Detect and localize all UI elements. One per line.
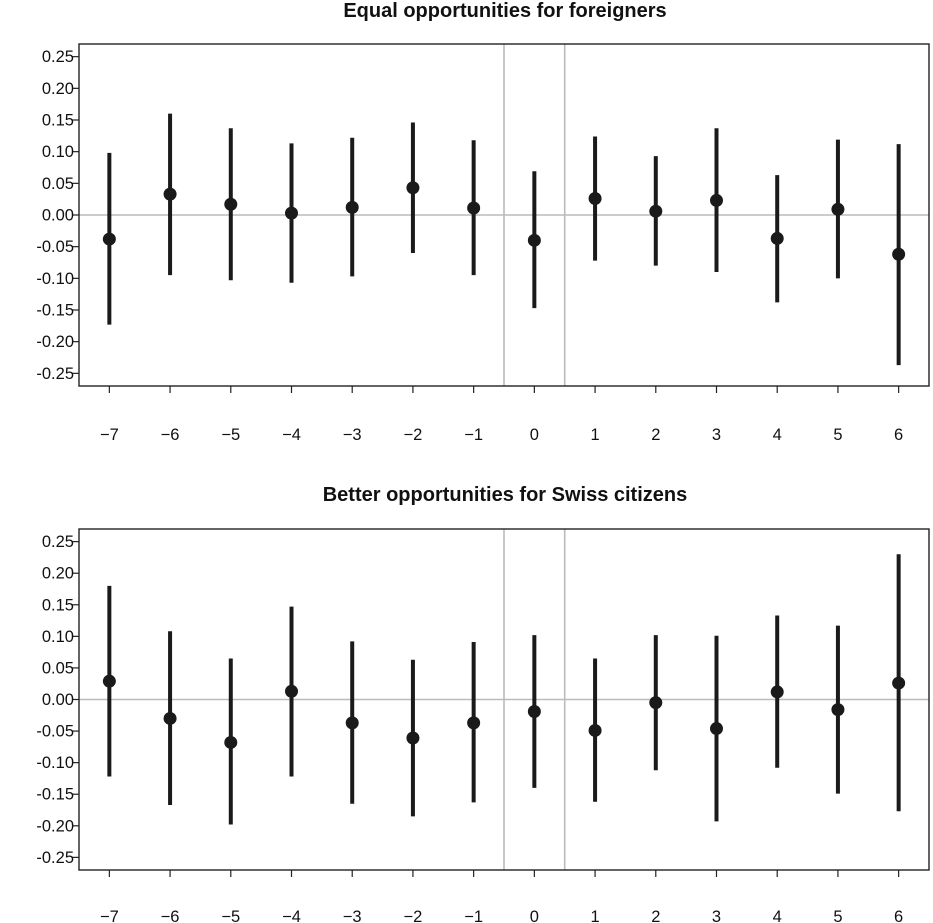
point-estimate [467, 716, 480, 729]
x-tick-label: −2 [403, 426, 423, 444]
y-tick-label: 0.20 [41, 79, 74, 98]
point-estimate [164, 712, 177, 725]
point-estimate [224, 736, 237, 749]
x-tick-label: 0 [529, 908, 539, 923]
y-tick-label: -0.10 [36, 269, 74, 288]
y-tick-label: -0.05 [36, 722, 74, 741]
point-estimate [710, 194, 723, 207]
x-tick-label: −5 [221, 426, 241, 444]
point-estimate [771, 685, 784, 698]
point-estimate [771, 232, 784, 245]
point-estimate [406, 181, 419, 194]
x-tick-label: 4 [772, 426, 782, 444]
y-tick-label: 0.25 [41, 48, 74, 67]
y-tick-label: 0.10 [41, 627, 74, 646]
y-tick-label: -0.15 [36, 301, 74, 320]
x-tick-label: −1 [464, 426, 484, 444]
x-tick-label: 2 [651, 908, 661, 923]
x-tick-label: 5 [833, 426, 843, 444]
point-estimate [528, 705, 541, 718]
x-tick-label: 0 [529, 426, 539, 444]
point-estimate [831, 703, 844, 716]
point-estimate [710, 722, 723, 735]
x-tick-label: −4 [282, 426, 301, 444]
y-tick-label: -0.25 [36, 848, 74, 867]
y-tick-label: 0.25 [41, 533, 74, 552]
panel-bottom-title: Better opportunities for Swiss citizens [322, 484, 688, 506]
panel-bottom-plot [36, 529, 929, 923]
x-tick-label: 1 [590, 908, 600, 923]
x-tick-label: −3 [342, 426, 362, 444]
point-estimate [346, 201, 359, 214]
point-estimate [103, 233, 116, 246]
point-estimate [406, 732, 419, 745]
point-estimate [224, 198, 237, 211]
y-tick-label: -0.15 [36, 785, 74, 804]
point-estimate [346, 716, 359, 729]
y-tick-label: 0.15 [41, 111, 74, 130]
y-tick-label: -0.20 [36, 817, 74, 836]
x-tick-label: 6 [894, 908, 904, 923]
point-estimate [285, 685, 298, 698]
point-estimate [892, 248, 905, 261]
x-tick-label: −1 [464, 908, 484, 923]
x-tick-label: 5 [833, 908, 843, 923]
point-estimate [831, 203, 844, 216]
x-tick-label: −4 [282, 908, 301, 923]
x-tick-label: −7 [99, 908, 119, 923]
x-tick-label: −7 [99, 426, 119, 444]
y-tick-label: -0.05 [36, 238, 74, 257]
x-tick-label: 4 [772, 908, 782, 923]
y-tick-label: -0.10 [36, 754, 74, 773]
y-tick-label: 0.00 [41, 691, 74, 709]
y-tick-label: -0.20 [36, 333, 74, 352]
panel-top-plot [36, 44, 929, 444]
x-tick-label: 6 [894, 426, 904, 444]
x-tick-label: 1 [590, 426, 600, 444]
point-estimate [528, 234, 541, 247]
x-tick-label: −5 [221, 908, 241, 923]
y-tick-label: 0.15 [41, 596, 74, 615]
x-tick-label: −6 [160, 426, 180, 444]
x-tick-label: 3 [711, 908, 722, 923]
panel-top [36, 0, 929, 444]
point-estimate [589, 192, 602, 205]
point-estimate [649, 696, 662, 709]
x-tick-label: −3 [342, 908, 362, 923]
x-tick-label: −2 [403, 908, 423, 923]
x-tick-label: −6 [160, 908, 180, 923]
point-estimate [285, 207, 298, 220]
x-tick-label: 2 [651, 426, 661, 444]
point-estimate [164, 188, 177, 201]
point-estimate [589, 724, 602, 737]
panel-bottom [36, 484, 929, 923]
y-tick-label: 0.05 [41, 174, 74, 193]
point-estimate [467, 202, 480, 215]
y-tick-label: 0.20 [41, 564, 74, 583]
panel-top-title: Equal opportunities for foreigners [343, 0, 667, 22]
x-tick-label: 3 [711, 426, 722, 444]
y-tick-label: 0.00 [41, 206, 74, 225]
point-estimate [103, 675, 116, 688]
point-estimate [892, 677, 905, 690]
y-tick-label: 0.10 [41, 143, 74, 162]
y-tick-label: -0.25 [36, 364, 74, 383]
y-tick-label: 0.05 [41, 659, 74, 678]
point-estimate [649, 205, 662, 218]
